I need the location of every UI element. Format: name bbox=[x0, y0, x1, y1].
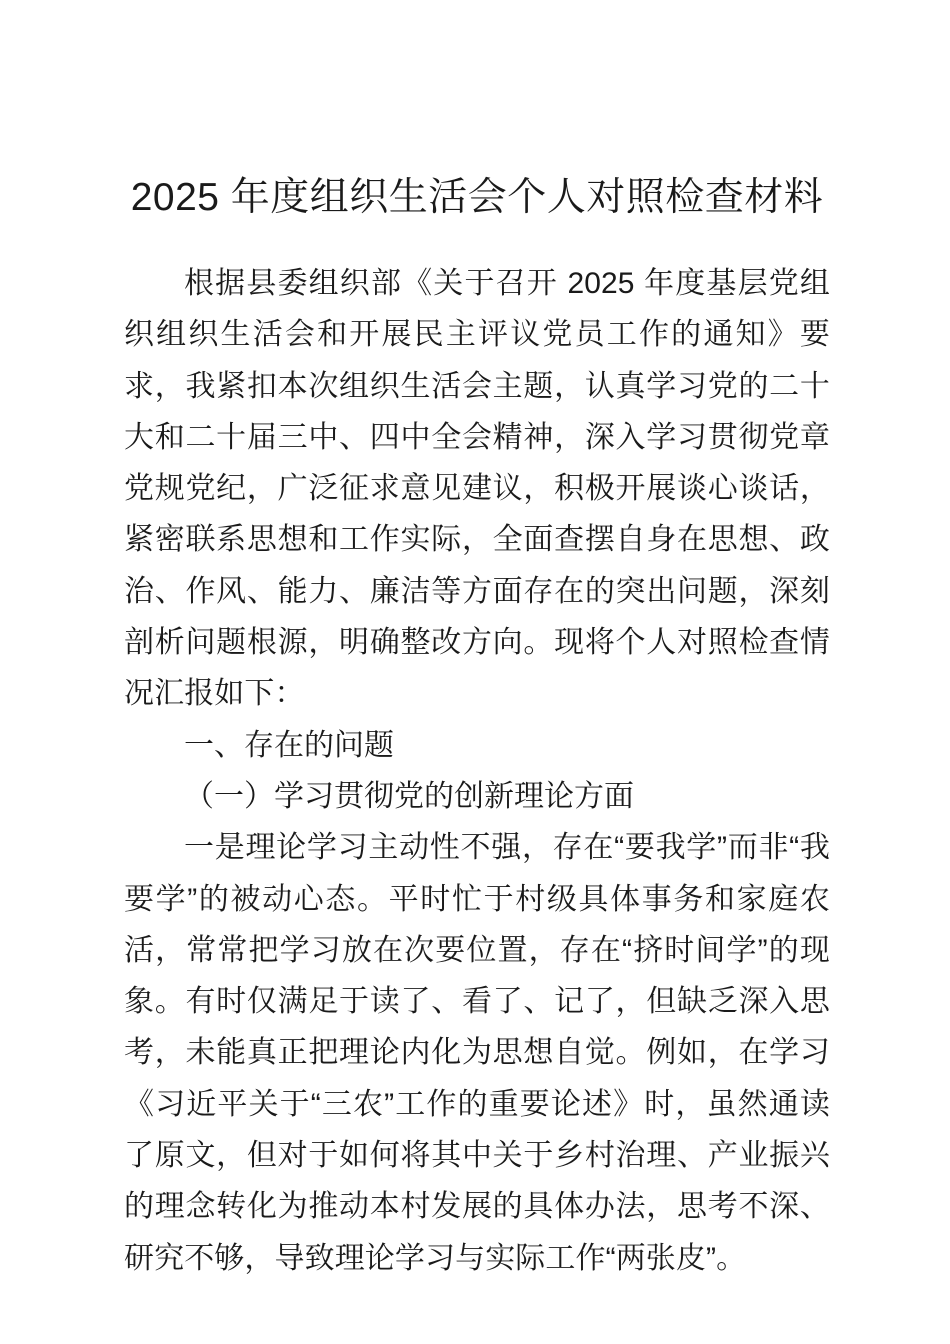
page-title: 2025 年度组织生活会个人对照检查材料 bbox=[130, 176, 824, 219]
document-content bbox=[124, 0, 830, 1284]
section-heading-problems: 一、存在的问题 bbox=[184, 728, 394, 762]
subsection-heading-theory: （一）学习贯彻党的创新理论方面 bbox=[184, 779, 634, 813]
problem-item-one-paragraph: 一是理论学习主动性不强，存在“要我学”而非“我要学”的被动心态。平时忙于村级具体事务和家庭农活，常常把学习放在次要位置，存在“挤时间学”的现象。有时仅满足于读了、看了、记了，但缺乏深入思考，未能真正把理论内化为思想自觉。例如，在学习《习近平关于“三农”工作的重要论述》时，虽然通读了原文，但对于如何将其中关于乡村治理、产业振兴的理念转化为推动本村发展的具体办法，思考不深、研究不够，导致理论学习与实际工作“两张皮”。 bbox=[124, 831, 830, 1275]
intro-paragraph: 根据县委组织部《关于召开 2025 年度基层党组织组织生活会和开展民主评议党员工作的通知》要求，我紧扣本次组织生活会主题，认真学习党的二十大和二十届三中、四中全会精神，深入学习贯彻党章党规党纪，广泛征求意见建议，积极开展谈心谈话，紧密联系思想和工作实际，全面查摆自身在思想、政治、作风、能力、廉洁等方面存在的突出问题，深刻剖析问题根源，明确整改方向。现将个人对照检查情况汇报如下： bbox=[124, 267, 830, 711]
